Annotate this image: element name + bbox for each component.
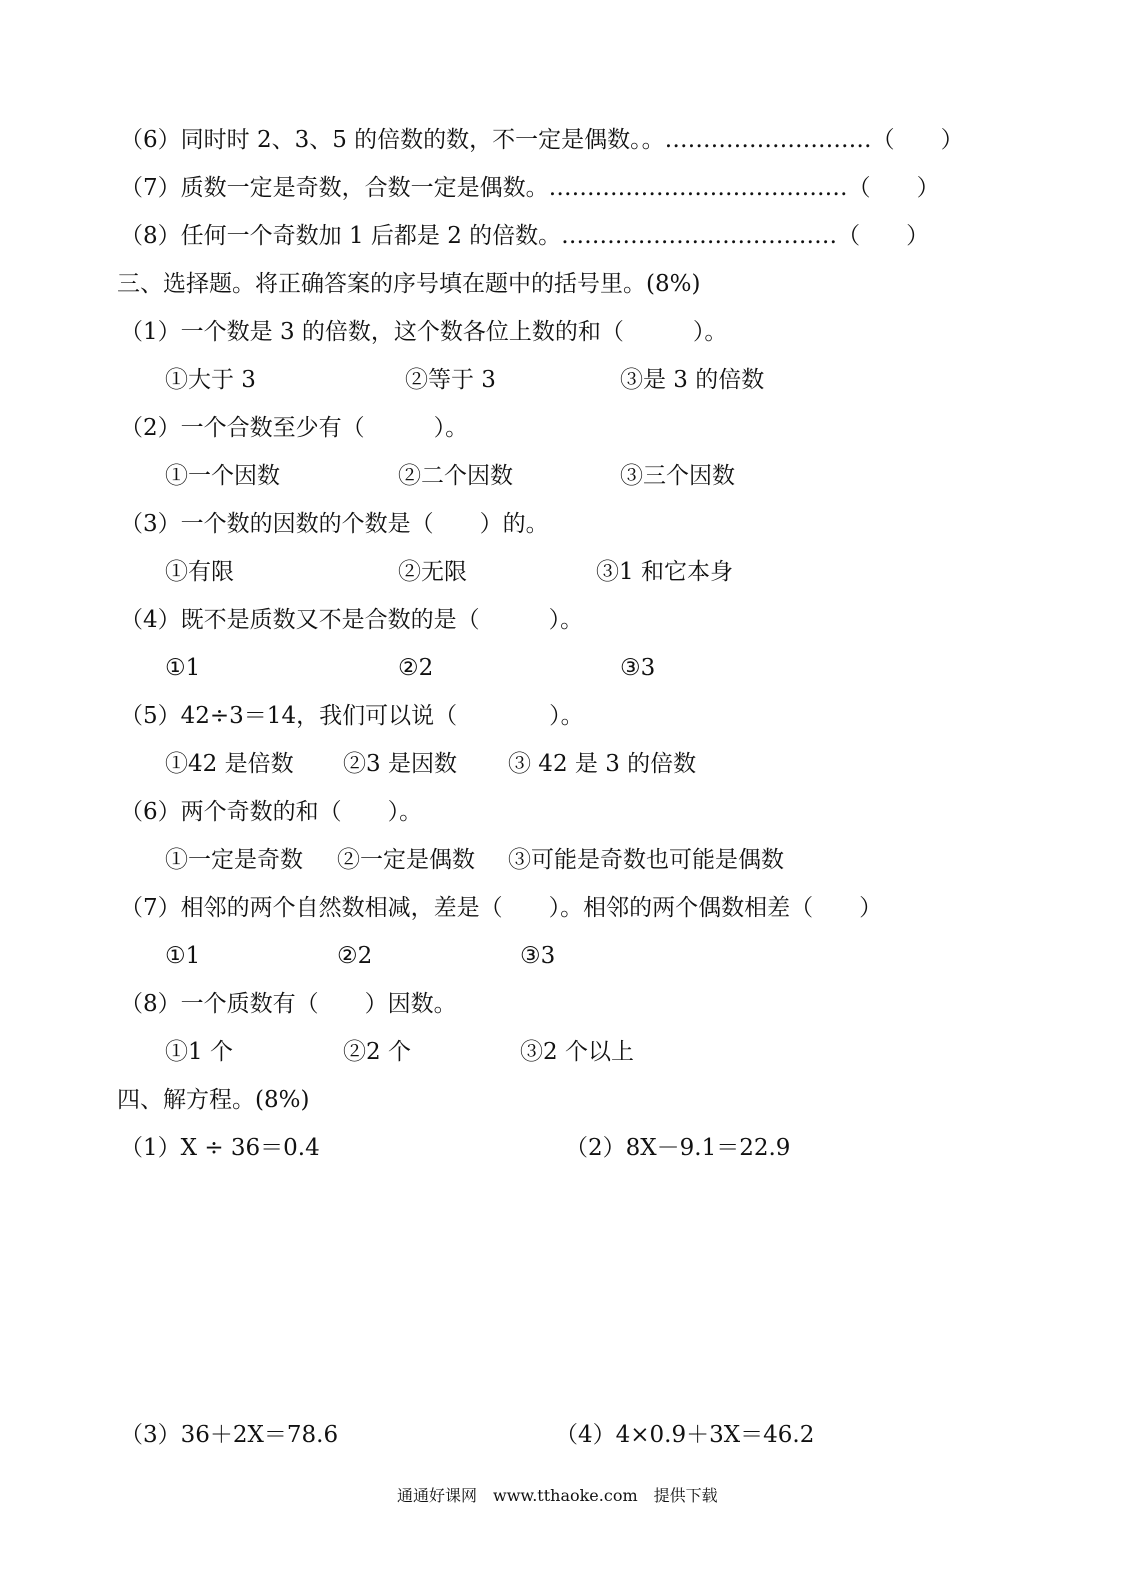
choice-question-2: （2）一个合数至少有（ ）。	[120, 415, 469, 441]
choice-2-option-2: ②二个因数	[398, 463, 513, 489]
choice-question-3: （3）一个数的因数的个数是（ ）的。	[120, 511, 549, 537]
choice-1-option-2: ②等于 3	[405, 367, 496, 393]
choice-6-option-1: ①一定是奇数	[165, 847, 303, 873]
choice-6-option-3: ③可能是奇数也可能是偶数	[508, 847, 784, 873]
choice-3-option-1: ①有限	[165, 559, 234, 585]
judge-item-8: （8）任何一个奇数加 1 后都是 2 的倍数。………………………………（ ）	[120, 223, 930, 249]
page-footer: 通通好课网 www.tthaoke.com 提供下载	[397, 1486, 718, 1505]
equation-4: （4）4×0.9＋3X＝46.2	[555, 1422, 815, 1448]
choice-question-8: （8）一个质数有（ ）因数。	[120, 991, 457, 1017]
choice-question-5: （5）42÷3＝14，我们可以说（ ）。	[120, 703, 584, 729]
choice-5-option-2: ②3 是因数	[343, 751, 457, 777]
choice-5-option-1: ①42 是倍数	[165, 751, 294, 777]
choice-4-option-2: ②2	[398, 655, 434, 681]
choice-8-option-3: ③2 个以上	[520, 1039, 634, 1065]
choice-3-option-2: ②无限	[398, 559, 467, 585]
equation-3: （3）36＋2X＝78.6	[120, 1422, 339, 1448]
choice-5-option-3: ③ 42 是 3 的倍数	[508, 751, 697, 777]
choice-3-option-3: ③1 和它本身	[596, 559, 733, 585]
choice-section-heading: 三、选择题。将正确答案的序号填在题中的括号里。(8%)	[117, 271, 701, 297]
choice-1-option-3: ③是 3 的倍数	[620, 367, 765, 393]
choice-6-option-2: ②一定是偶数	[337, 847, 475, 873]
choice-4-option-3: ③3	[620, 655, 656, 681]
choice-2-option-1: ①一个因数	[165, 463, 280, 489]
choice-4-option-1: ①1	[165, 655, 201, 681]
choice-question-4: （4）既不是质数又不是合数的是（ ）。	[120, 607, 584, 633]
choice-8-option-1: ①1 个	[165, 1039, 233, 1065]
choice-7-option-2: ②2	[337, 943, 373, 969]
choice-1-option-1: ①大于 3	[165, 367, 256, 393]
equation-2: （2）8X－9.1＝22.9	[565, 1135, 791, 1161]
equations-section-heading: 四、解方程。(8%)	[117, 1087, 310, 1113]
judge-item-7: （7）质数一定是奇数，合数一定是偶数。…………………………………（ ）	[120, 175, 940, 201]
choice-2-option-3: ③三个因数	[620, 463, 735, 489]
choice-7-option-1: ①1	[165, 943, 201, 969]
choice-question-1: （1）一个数是 3 的倍数，这个数各位上数的和（ ）。	[120, 319, 728, 345]
choice-8-option-2: ②2 个	[343, 1039, 411, 1065]
judge-item-6: （6）同时时 2、3、5 的倍数的数，不一定是偶数。。………………………（ ）	[120, 127, 964, 153]
choice-7-option-3: ③3	[520, 943, 556, 969]
equation-1: （1）X ÷ 36＝0.4	[120, 1135, 320, 1161]
choice-question-7: （7）相邻的两个自然数相减，差是（ ）。相邻的两个偶数相差（ ）	[120, 895, 883, 921]
choice-question-6: （6）两个奇数的和（ ）。	[120, 799, 423, 825]
